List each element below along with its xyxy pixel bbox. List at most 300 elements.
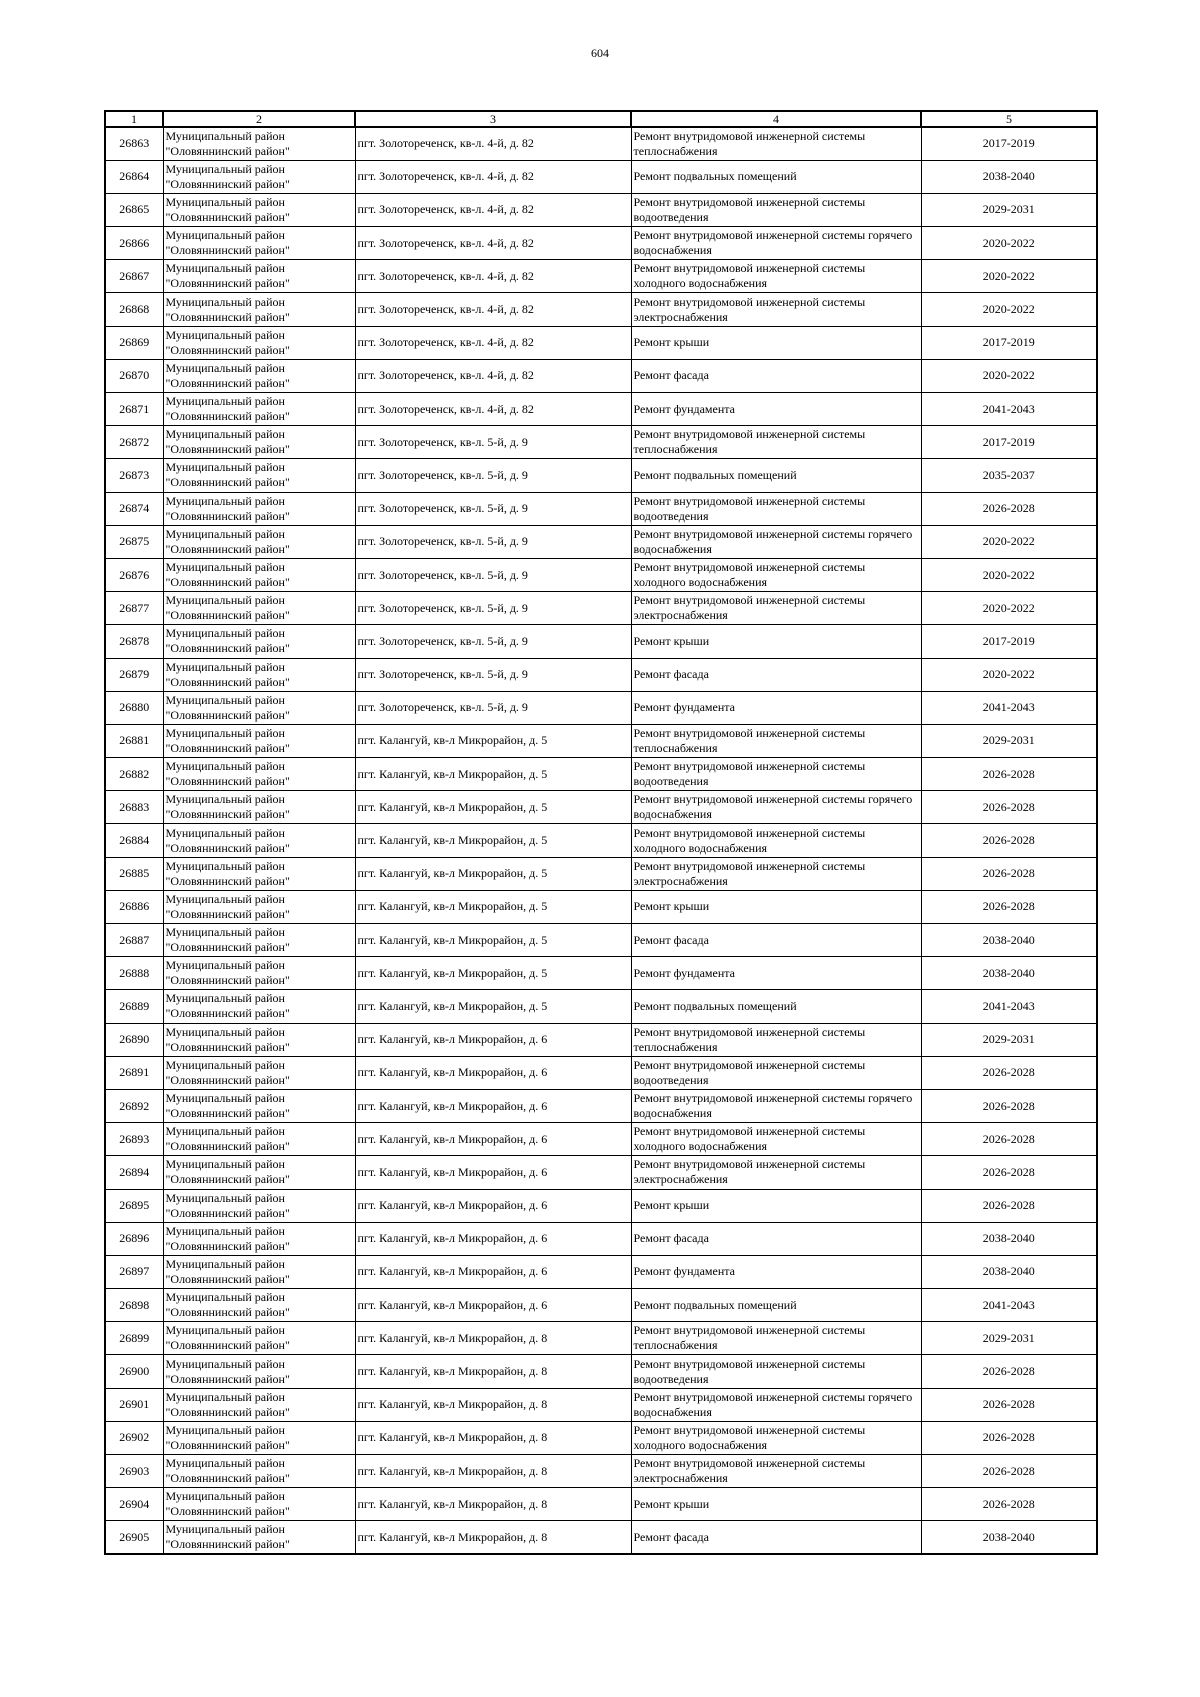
table-header [105, 111, 1097, 127]
municipality-cell [163, 1123, 355, 1156]
work-type-cell: Ремонт внутридомовой инженерной системы горячего водоснабжения [631, 525, 921, 558]
row-number-cell: 26871 [105, 393, 163, 426]
address-cell: пгт. Золотореченск, кв-л. 5-й, д. 9 [355, 525, 631, 558]
municipality-line-1: Муниципальный район [165, 958, 285, 973]
address-cell: пгт. Золотореченск, кв-л. 4-й, д. 82 [355, 127, 631, 160]
municipality-line-2: "Оловяннинский район" [165, 575, 290, 590]
row-number-cell: 26875 [105, 525, 163, 558]
work-type-cell: Ремонт внутридомовой инженерной системы водоотведения [631, 1355, 921, 1388]
address-cell: пгт. Золотореченск, кв-л. 5-й, д. 9 [355, 558, 631, 591]
municipality-line-2: "Оловяннинский район" [165, 1106, 290, 1121]
municipality-line-2: "Оловяннинский район" [165, 1006, 290, 1021]
period-cell: 2026-2028 [921, 1123, 1097, 1156]
municipality-cell [163, 758, 355, 791]
work-type-cell: Ремонт крыши [631, 1189, 921, 1222]
table-row [105, 558, 1097, 591]
row-number-cell: 26876 [105, 558, 163, 591]
address-cell: пгт. Калангуй, кв-л Микрорайон, д. 5 [355, 924, 631, 957]
row-number-cell: 26886 [105, 890, 163, 923]
row-number-cell: 26878 [105, 625, 163, 658]
municipality-line-2: "Оловяннинский район" [165, 442, 290, 457]
row-number-cell: 26870 [105, 359, 163, 392]
work-type-cell: Ремонт внутридомовой инженерной системы горячего водоснабжения [631, 1089, 921, 1122]
municipality-line-1: Муниципальный район [165, 294, 285, 309]
period-cell: 2041-2043 [921, 393, 1097, 426]
row-number-cell: 26884 [105, 824, 163, 857]
row-number-cell: 26872 [105, 426, 163, 459]
municipality-line-2: "Оловяннинский район" [165, 243, 290, 258]
municipality-cell [163, 957, 355, 990]
work-type-cell: Ремонт внутридомовой инженерной системы теплоснабжения [631, 426, 921, 459]
work-type-cell: Ремонт подвальных помещений [631, 1289, 921, 1322]
period-cell: 2041-2043 [921, 990, 1097, 1023]
period-cell: 2026-2028 [921, 1056, 1097, 1089]
row-number-cell: 26866 [105, 227, 163, 260]
municipality-line-2: "Оловяннинский район" [165, 940, 290, 955]
municipality-line-1: Муниципальный район [165, 925, 285, 940]
municipality-line-2: "Оловяннинский район" [165, 840, 290, 855]
municipality-line-2: "Оловяннинский район" [165, 906, 290, 921]
work-type-cell: Ремонт фундамента [631, 691, 921, 724]
municipality-cell [163, 260, 355, 293]
address-cell: пгт. Калангуй, кв-л Микрорайон, д. 5 [355, 758, 631, 791]
row-number-cell: 26902 [105, 1421, 163, 1454]
table-row [105, 1322, 1097, 1355]
municipality-cell [163, 990, 355, 1023]
work-type-cell: Ремонт подвальных помещений [631, 160, 921, 193]
municipality-cell [163, 326, 355, 359]
table-row [105, 1421, 1097, 1454]
municipality-line-1: Муниципальный район [165, 427, 285, 442]
municipality-line-2: "Оловяннинский район" [165, 740, 290, 755]
row-number-cell: 26895 [105, 1189, 163, 1222]
table-row [105, 1488, 1097, 1521]
municipality-line-1: Муниципальный район [165, 593, 285, 608]
table-row [105, 492, 1097, 525]
table-row [105, 1521, 1097, 1554]
table-row [105, 1222, 1097, 1255]
work-type-cell: Ремонт внутридомовой инженерной системы водоотведения [631, 758, 921, 791]
table-row [105, 326, 1097, 359]
municipality-cell [163, 1255, 355, 1288]
municipality-line-1: Муниципальный район [165, 891, 285, 906]
table-row [105, 1355, 1097, 1388]
municipality-line-2: "Оловяннинский район" [165, 608, 290, 623]
period-cell: 2020-2022 [921, 592, 1097, 625]
municipality-cell [163, 393, 355, 426]
address-cell: пгт. Калангуй, кв-л Микрорайон, д. 5 [355, 824, 631, 857]
municipality-line-2: "Оловяннинский район" [165, 1072, 290, 1087]
table-row [105, 426, 1097, 459]
work-type-cell: Ремонт внутридомовой инженерной системы водоотведения [631, 492, 921, 525]
address-cell: пгт. Калангуй, кв-л Микрорайон, д. 6 [355, 1255, 631, 1288]
table-row [105, 592, 1097, 625]
address-cell: пгт. Золотореченск, кв-л. 4-й, д. 82 [355, 227, 631, 260]
row-number-cell: 26893 [105, 1123, 163, 1156]
municipality-line-2: "Оловяннинский район" [165, 674, 290, 689]
period-cell: 2017-2019 [921, 127, 1097, 160]
period-cell: 2029-2031 [921, 193, 1097, 226]
municipality-line-1: Муниципальный район [165, 460, 285, 475]
address-cell: пгт. Золотореченск, кв-л. 5-й, д. 9 [355, 592, 631, 625]
work-type-cell: Ремонт фасада [631, 924, 921, 957]
work-type-cell: Ремонт внутридомовой инженерной системы водоотведения [631, 193, 921, 226]
table-row [105, 160, 1097, 193]
header-cell-4: 4 [631, 111, 921, 127]
municipality-line-1: Муниципальный район [165, 1024, 285, 1039]
work-type-cell: Ремонт фасада [631, 359, 921, 392]
municipality-line-2: "Оловяннинский район" [165, 276, 290, 291]
row-number-cell: 26867 [105, 260, 163, 293]
municipality-cell [163, 592, 355, 625]
municipality-line-2: "Оловяннинский район" [165, 375, 290, 390]
municipality-line-1: Муниципальный район [165, 128, 285, 143]
municipality-line-2: "Оловяннинский район" [165, 1139, 290, 1154]
period-cell: 2026-2028 [921, 824, 1097, 857]
address-cell: пгт. Калангуй, кв-л Микрорайон, д. 5 [355, 990, 631, 1023]
work-type-cell: Ремонт внутридомовой инженерной системы водоотведения [631, 1056, 921, 1089]
work-type-cell: Ремонт внутридомовой инженерной системы холодного водоснабжения [631, 824, 921, 857]
municipality-line-2: "Оловяннинский район" [165, 508, 290, 523]
municipality-line-1: Муниципальный район [165, 725, 285, 740]
municipality-line-1: Муниципальный район [165, 1323, 285, 1338]
table-row [105, 924, 1097, 957]
period-cell: 2026-2028 [921, 791, 1097, 824]
address-cell: пгт. Золотореченск, кв-л. 5-й, д. 9 [355, 691, 631, 724]
municipality-line-1: Муниципальный район [165, 1522, 285, 1537]
period-cell: 2041-2043 [921, 691, 1097, 724]
table-row [105, 1023, 1097, 1056]
municipality-line-2: "Оловяннинский район" [165, 1271, 290, 1286]
municipality-cell [163, 426, 355, 459]
page-number: 604 [591, 46, 609, 60]
municipality-line-2: "Оловяннинский район" [165, 1471, 290, 1486]
municipality-line-1: Муниципальный район [165, 1489, 285, 1504]
address-cell: пгт. Калангуй, кв-л Микрорайон, д. 6 [355, 1156, 631, 1189]
municipality-cell [163, 1289, 355, 1322]
period-cell: 2017-2019 [921, 426, 1097, 459]
municipality-cell [163, 1089, 355, 1122]
municipality-cell [163, 492, 355, 525]
row-number-cell: 26890 [105, 1023, 163, 1056]
address-cell: пгт. Калангуй, кв-л Микрорайон, д. 6 [355, 1189, 631, 1222]
period-cell: 2026-2028 [921, 1455, 1097, 1488]
period-cell: 2020-2022 [921, 359, 1097, 392]
address-cell: пгт. Золотореченск, кв-л. 4-й, д. 82 [355, 293, 631, 326]
period-cell: 2020-2022 [921, 658, 1097, 691]
municipality-cell [163, 525, 355, 558]
work-type-cell: Ремонт фундамента [631, 1255, 921, 1288]
address-cell: пгт. Калангуй, кв-л Микрорайон, д. 6 [355, 1056, 631, 1089]
work-type-cell: Ремонт внутридомовой инженерной системы теплоснабжения [631, 1322, 921, 1355]
table-row [105, 1123, 1097, 1156]
table-row [105, 1289, 1097, 1322]
address-cell: пгт. Калангуй, кв-л Микрорайон, д. 5 [355, 724, 631, 757]
header-row [105, 111, 1097, 127]
municipality-line-1: Муниципальный район [165, 1256, 285, 1271]
work-type-cell: Ремонт внутридомовой инженерной системы горячего водоснабжения [631, 227, 921, 260]
table-row [105, 724, 1097, 757]
municipality-line-1: Муниципальный район [165, 1223, 285, 1238]
table-row [105, 957, 1097, 990]
work-type-cell: Ремонт внутридомовой инженерной системы электроснабжения [631, 857, 921, 890]
municipality-line-2: "Оловяннинский район" [165, 1338, 290, 1353]
table-row [105, 1056, 1097, 1089]
municipality-line-2: "Оловяннинский район" [165, 1371, 290, 1386]
municipality-cell [163, 658, 355, 691]
row-number-cell: 26882 [105, 758, 163, 791]
table-row [105, 691, 1097, 724]
municipality-cell [163, 227, 355, 260]
work-type-cell: Ремонт внутридомовой инженерной системы электроснабжения [631, 293, 921, 326]
municipality-line-2: "Оловяннинский район" [165, 1305, 290, 1320]
table-row [105, 890, 1097, 923]
header-cell-5: 5 [921, 111, 1097, 127]
municipality-cell [163, 1056, 355, 1089]
address-cell: пгт. Золотореченск, кв-л. 4-й, д. 82 [355, 393, 631, 426]
municipality-cell [163, 1023, 355, 1056]
address-cell: пгт. Золотореченск, кв-л. 4-й, д. 82 [355, 359, 631, 392]
work-type-cell: Ремонт подвальных помещений [631, 990, 921, 1023]
work-type-cell: Ремонт внутридомовой инженерной системы электроснабжения [631, 1455, 921, 1488]
period-cell: 2038-2040 [921, 1255, 1097, 1288]
address-cell: пгт. Золотореченск, кв-л. 4-й, д. 82 [355, 160, 631, 193]
period-cell: 2041-2043 [921, 1289, 1097, 1322]
municipality-cell [163, 160, 355, 193]
row-number-cell: 26874 [105, 492, 163, 525]
work-type-cell: Ремонт внутридомовой инженерной системы теплоснабжения [631, 127, 921, 160]
row-number-cell: 26900 [105, 1355, 163, 1388]
municipality-line-1: Муниципальный район [165, 659, 285, 674]
address-cell: пгт. Золотореченск, кв-л. 5-й, д. 9 [355, 658, 631, 691]
municipality-line-1: Муниципальный район [165, 692, 285, 707]
table-row [105, 1156, 1097, 1189]
period-cell: 2020-2022 [921, 227, 1097, 260]
row-number-cell: 26904 [105, 1488, 163, 1521]
address-cell: пгт. Калангуй, кв-л Микрорайон, д. 8 [355, 1355, 631, 1388]
municipality-cell [163, 824, 355, 857]
period-cell: 2026-2028 [921, 1089, 1097, 1122]
period-cell: 2026-2028 [921, 857, 1097, 890]
table-row [105, 359, 1097, 392]
table-row [105, 758, 1097, 791]
table-row [105, 1089, 1097, 1122]
municipality-cell [163, 459, 355, 492]
municipality-line-1: Муниципальный район [165, 327, 285, 342]
table-row [105, 791, 1097, 824]
table-row [105, 127, 1097, 160]
work-type-cell: Ремонт внутридомовой инженерной системы холодного водоснабжения [631, 558, 921, 591]
row-number-cell: 26865 [105, 193, 163, 226]
address-cell: пгт. Калангуй, кв-л Микрорайон, д. 5 [355, 857, 631, 890]
work-type-cell: Ремонт крыши [631, 625, 921, 658]
address-cell: пгт. Калангуй, кв-л Микрорайон, д. 6 [355, 1222, 631, 1255]
municipality-line-1: Муниципальный район [165, 991, 285, 1006]
table-body [105, 127, 1097, 1554]
period-cell: 2020-2022 [921, 293, 1097, 326]
address-cell: пгт. Золотореченск, кв-л. 5-й, д. 9 [355, 625, 631, 658]
table-row [105, 393, 1097, 426]
table-row [105, 193, 1097, 226]
row-number-cell: 26889 [105, 990, 163, 1023]
period-cell: 2038-2040 [921, 1521, 1097, 1554]
municipality-line-2: "Оловяннинский район" [165, 1404, 290, 1419]
municipality-line-1: Муниципальный район [165, 161, 285, 176]
work-type-cell: Ремонт внутридомовой инженерной системы горячего водоснабжения [631, 791, 921, 824]
table-row [105, 1189, 1097, 1222]
work-type-cell: Ремонт фасада [631, 1521, 921, 1554]
repair-schedule-table [104, 110, 1098, 1555]
row-number-cell: 26891 [105, 1056, 163, 1089]
row-number-cell: 26892 [105, 1089, 163, 1122]
municipality-cell [163, 791, 355, 824]
address-cell: пгт. Золотореченск, кв-л. 4-й, д. 82 [355, 193, 631, 226]
row-number-cell: 26877 [105, 592, 163, 625]
address-cell: пгт. Золотореченск, кв-л. 4-й, д. 82 [355, 326, 631, 359]
municipality-line-1: Муниципальный район [165, 825, 285, 840]
table-row [105, 459, 1097, 492]
municipality-line-2: "Оловяннинский район" [165, 1537, 290, 1552]
address-cell: пгт. Калангуй, кв-л Микрорайон, д. 6 [355, 1089, 631, 1122]
municipality-cell [163, 724, 355, 757]
municipality-line-2: "Оловяннинский район" [165, 641, 290, 656]
address-cell: пгт. Калангуй, кв-л Микрорайон, д. 8 [355, 1455, 631, 1488]
row-number-cell: 26869 [105, 326, 163, 359]
municipality-cell [163, 1455, 355, 1488]
address-cell: пгт. Калангуй, кв-л Микрорайон, д. 5 [355, 791, 631, 824]
period-cell: 2020-2022 [921, 260, 1097, 293]
work-type-cell: Ремонт внутридомовой инженерной системы теплоснабжения [631, 1023, 921, 1056]
municipality-line-1: Муниципальный район [165, 394, 285, 409]
municipality-line-2: "Оловяннинский район" [165, 309, 290, 324]
row-number-cell: 26897 [105, 1255, 163, 1288]
municipality-cell [163, 1388, 355, 1421]
municipality-line-2: "Оловяннинский район" [165, 1437, 290, 1452]
row-number-cell: 26887 [105, 924, 163, 957]
table-row [105, 1255, 1097, 1288]
municipality-line-1: Муниципальный район [165, 560, 285, 575]
municipality-line-2: "Оловяннинский район" [165, 1039, 290, 1054]
address-cell: пгт. Золотореченск, кв-л. 5-й, д. 9 [355, 459, 631, 492]
row-number-cell: 26880 [105, 691, 163, 724]
work-type-cell: Ремонт подвальных помещений [631, 459, 921, 492]
municipality-cell [163, 1488, 355, 1521]
table-row [105, 227, 1097, 260]
period-cell: 2026-2028 [921, 1189, 1097, 1222]
period-cell: 2026-2028 [921, 890, 1097, 923]
period-cell: 2026-2028 [921, 1421, 1097, 1454]
table-row [105, 525, 1097, 558]
address-cell: пгт. Калангуй, кв-л Микрорайон, д. 6 [355, 1289, 631, 1322]
address-cell: пгт. Золотореченск, кв-л. 5-й, д. 9 [355, 492, 631, 525]
header-cell-2: 2 [163, 111, 355, 127]
address-cell: пгт. Калангуй, кв-л Микрорайон, д. 8 [355, 1488, 631, 1521]
municipality-cell [163, 1222, 355, 1255]
row-number-cell: 26879 [105, 658, 163, 691]
municipality-cell [163, 1421, 355, 1454]
municipality-line-2: "Оловяннинский район" [165, 973, 290, 988]
row-number-cell: 26898 [105, 1289, 163, 1322]
table-row [105, 990, 1097, 1023]
municipality-line-1: Муниципальный район [165, 228, 285, 243]
period-cell: 2020-2022 [921, 558, 1097, 591]
row-number-cell: 26881 [105, 724, 163, 757]
period-cell: 2029-2031 [921, 724, 1097, 757]
period-cell: 2038-2040 [921, 1222, 1097, 1255]
period-cell: 2026-2028 [921, 1488, 1097, 1521]
row-number-cell: 26894 [105, 1156, 163, 1189]
municipality-line-1: Муниципальный район [165, 261, 285, 276]
municipality-line-2: "Оловяннинский район" [165, 1504, 290, 1519]
work-type-cell: Ремонт крыши [631, 1488, 921, 1521]
address-cell: пгт. Калангуй, кв-л Микрорайон, д. 5 [355, 890, 631, 923]
address-cell: пгт. Золотореченск, кв-л. 4-й, д. 82 [355, 260, 631, 293]
period-cell: 2026-2028 [921, 1355, 1097, 1388]
municipality-line-2: "Оловяннинский район" [165, 807, 290, 822]
period-cell: 2035-2037 [921, 459, 1097, 492]
municipality-line-2: "Оловяннинский район" [165, 143, 290, 158]
municipality-cell [163, 857, 355, 890]
work-type-cell: Ремонт крыши [631, 890, 921, 923]
period-cell: 2020-2022 [921, 525, 1097, 558]
work-type-cell: Ремонт внутридомовой инженерной системы теплоснабжения [631, 724, 921, 757]
work-type-cell: Ремонт внутридомовой инженерной системы электроснабжения [631, 1156, 921, 1189]
municipality-line-1: Муниципальный район [165, 759, 285, 774]
period-cell: 2038-2040 [921, 924, 1097, 957]
period-cell: 2017-2019 [921, 625, 1097, 658]
municipality-line-1: Муниципальный район [165, 792, 285, 807]
period-cell: 2026-2028 [921, 492, 1097, 525]
municipality-line-1: Муниципальный район [165, 1124, 285, 1139]
municipality-cell [163, 1355, 355, 1388]
municipality-line-2: "Оловяннинский район" [165, 409, 290, 424]
work-type-cell: Ремонт внутридомовой инженерной системы холодного водоснабжения [631, 1421, 921, 1454]
municipality-line-1: Муниципальный район [165, 1190, 285, 1205]
address-cell: пгт. Калангуй, кв-л Микрорайон, д. 8 [355, 1322, 631, 1355]
municipality-line-2: "Оловяннинский район" [165, 707, 290, 722]
table-row [105, 260, 1097, 293]
work-type-cell: Ремонт крыши [631, 326, 921, 359]
address-cell: пгт. Калангуй, кв-л Микрорайон, д. 8 [355, 1388, 631, 1421]
municipality-cell [163, 293, 355, 326]
municipality-line-1: Муниципальный район [165, 1356, 285, 1371]
municipality-line-2: "Оловяннинский район" [165, 1205, 290, 1220]
municipality-cell [163, 558, 355, 591]
address-cell: пгт. Золотореченск, кв-л. 5-й, д. 9 [355, 426, 631, 459]
row-number-cell: 26885 [105, 857, 163, 890]
table-row [105, 1455, 1097, 1488]
municipality-cell [163, 924, 355, 957]
work-type-cell: Ремонт внутридомовой инженерной системы электроснабжения [631, 592, 921, 625]
municipality-line-1: Муниципальный район [165, 360, 285, 375]
work-type-cell: Ремонт внутридомовой инженерной системы холодного водоснабжения [631, 260, 921, 293]
address-cell: пгт. Калангуй, кв-л Микрорайон, д. 5 [355, 957, 631, 990]
municipality-line-1: Муниципальный район [165, 493, 285, 508]
period-cell: 2038-2040 [921, 160, 1097, 193]
municipality-line-1: Муниципальный район [165, 626, 285, 641]
row-number-cell: 26864 [105, 160, 163, 193]
table-row [105, 1388, 1097, 1421]
work-type-cell: Ремонт фасада [631, 658, 921, 691]
header-cell-3: 3 [355, 111, 631, 127]
address-cell: пгт. Калангуй, кв-л Микрорайон, д. 8 [355, 1421, 631, 1454]
table-row [105, 857, 1097, 890]
row-number-cell: 26899 [105, 1322, 163, 1355]
municipality-line-2: "Оловяннинский район" [165, 1172, 290, 1187]
municipality-line-2: "Оловяннинский район" [165, 774, 290, 789]
municipality-cell [163, 1189, 355, 1222]
row-number-cell: 26868 [105, 293, 163, 326]
